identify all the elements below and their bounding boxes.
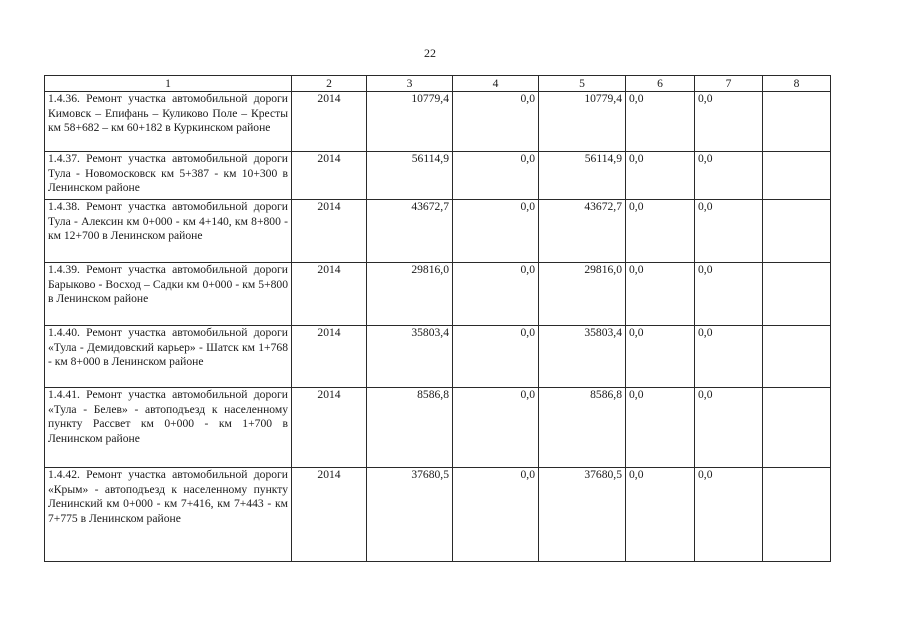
item-municipal: 0,0 [626, 92, 695, 152]
header-row [45, 76, 831, 92]
item-total: 10779,4 [367, 92, 453, 152]
item-name: 1.4.41. Ремонт участка автомобильной дороги «Тула - Белев» - автоподъезд к населенному пункту Рассвет км 0+000 - км 1+700 в Ленинском районе [45, 388, 292, 468]
column-header-6: 6 [626, 76, 695, 92]
item-municipal: 0,0 [626, 388, 695, 468]
item-year: 2014 [292, 200, 367, 263]
item-municipal: 0,0 [626, 468, 695, 562]
item-note [763, 200, 831, 263]
table-row [45, 263, 831, 326]
item-note [763, 326, 831, 388]
item-name: 1.4.36. Ремонт участка автомобильной дороги Кимовск – Епифань – Куликово Поле – Кресты км 58+682 – км 60+182 в Куркинском районе [45, 92, 292, 152]
table-row [45, 388, 831, 468]
column-header-8: 8 [763, 76, 831, 92]
item-other: 0,0 [695, 152, 763, 200]
item-municipal: 0,0 [626, 200, 695, 263]
item-regional: 35803,4 [539, 326, 626, 388]
item-total: 29816,0 [367, 263, 453, 326]
column-header-2: 2 [292, 76, 367, 92]
item-regional: 10779,4 [539, 92, 626, 152]
item-name: 1.4.39. Ремонт участка автомобильной дороги Барыково - Восход – Садки км 0+000 - км 5+800 в Ленинском районе [45, 263, 292, 326]
item-note [763, 468, 831, 562]
item-total: 43672,7 [367, 200, 453, 263]
item-municipal: 0,0 [626, 263, 695, 326]
item-note [763, 152, 831, 200]
item-federal: 0,0 [453, 263, 539, 326]
item-name: 1.4.40. Ремонт участка автомобильной дороги «Тула - Демидовский карьер» - Шатск км 1+768 - км 8+000 в Ленинском районе [45, 326, 292, 388]
item-name: 1.4.38. Ремонт участка автомобильной дороги Тула - Алексин км 0+000 - км 4+140, км 8+800 - км 12+700 в Ленинском районе [45, 200, 292, 263]
table-row [45, 200, 831, 263]
item-municipal: 0,0 [626, 152, 695, 200]
item-municipal: 0,0 [626, 326, 695, 388]
item-other: 0,0 [695, 200, 763, 263]
item-federal: 0,0 [453, 152, 539, 200]
table-row [45, 468, 831, 562]
item-total: 8586,8 [367, 388, 453, 468]
item-federal: 0,0 [453, 200, 539, 263]
item-year: 2014 [292, 388, 367, 468]
column-header-4: 4 [453, 76, 539, 92]
item-name: 1.4.37. Ремонт участка автомобильной дороги Тула - Новомосковск км 5+387 - км 10+300 в Ленинском районе [45, 152, 292, 200]
item-federal: 0,0 [453, 468, 539, 562]
item-year: 2014 [292, 152, 367, 200]
column-header-1: 1 [45, 76, 292, 92]
item-federal: 0,0 [453, 326, 539, 388]
column-header-7: 7 [695, 76, 763, 92]
item-year: 2014 [292, 468, 367, 562]
item-other: 0,0 [695, 92, 763, 152]
item-other: 0,0 [695, 326, 763, 388]
item-other: 0,0 [695, 263, 763, 326]
item-regional: 56114,9 [539, 152, 626, 200]
item-regional: 43672,7 [539, 200, 626, 263]
page-number: 22 [424, 46, 436, 60]
item-note [763, 388, 831, 468]
item-year: 2014 [292, 92, 367, 152]
road-repair-table [44, 75, 831, 562]
item-federal: 0,0 [453, 388, 539, 468]
item-other: 0,0 [695, 468, 763, 562]
item-year: 2014 [292, 263, 367, 326]
item-regional: 29816,0 [539, 263, 626, 326]
table-row [45, 152, 831, 200]
item-name: 1.4.42. Ремонт участка автомобильной дороги «Крым» - автоподъезд к населенному пункту Ленинский км 0+000 - км 7+416, км 7+443 - км 7+775 в Ленинском районе [45, 468, 292, 562]
item-regional: 8586,8 [539, 388, 626, 468]
item-other: 0,0 [695, 388, 763, 468]
item-federal: 0,0 [453, 92, 539, 152]
table-row [45, 326, 831, 388]
item-note [763, 263, 831, 326]
column-header-5: 5 [539, 76, 626, 92]
item-note [763, 92, 831, 152]
column-header-3: 3 [367, 76, 453, 92]
item-regional: 37680,5 [539, 468, 626, 562]
item-total: 37680,5 [367, 468, 453, 562]
item-total: 56114,9 [367, 152, 453, 200]
item-year: 2014 [292, 326, 367, 388]
item-total: 35803,4 [367, 326, 453, 388]
table-row [45, 92, 831, 152]
